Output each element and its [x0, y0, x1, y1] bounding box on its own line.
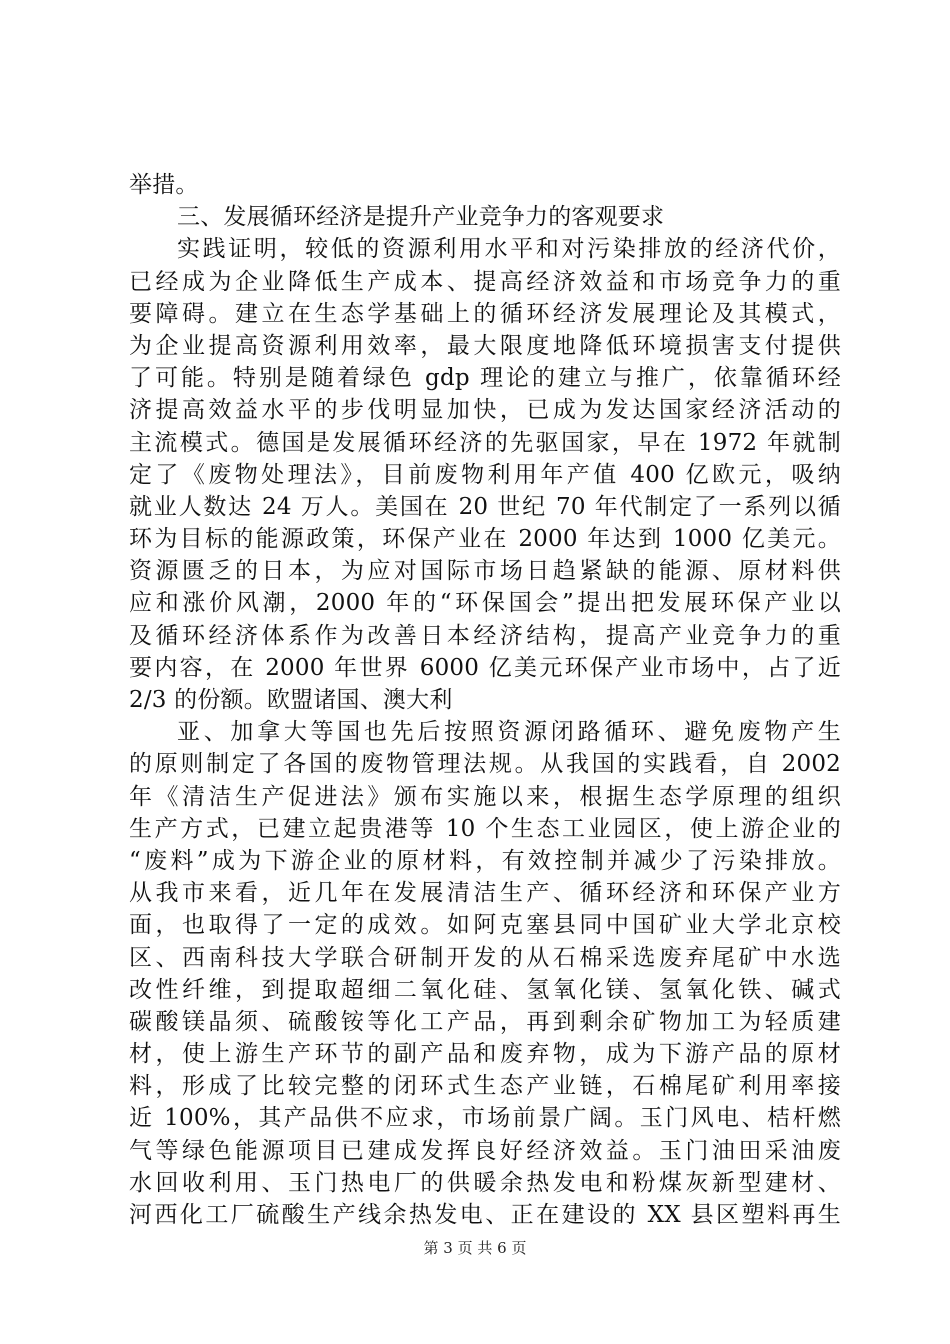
text-line: 就业人数达 24 万人。美国在 20 世纪 70 年代制定了一系列以循 [129, 493, 841, 520]
text-line: 资源匮乏的日本，为应对国际市场日趋紧缺的能源、原材料供 [129, 558, 841, 585]
text-line: 面，也取得了一定的成效。如阿克塞县同中国矿业大学北京校 [129, 912, 841, 939]
text-line: 碳酸镁晶须、硫酸铵等化工产品，再到剩余矿物加工为轻质建 [129, 1008, 841, 1035]
text-line: 2/3 的份额。欧盟诸国、澳大利 [129, 687, 453, 713]
text-line: 料，形成了比较完整的闭环式生态产业链，石棉尾矿利用率接 [129, 1073, 841, 1100]
text-line: “废料”成为下游企业的原材料，有效控制并减少了污染排放。 [129, 847, 841, 874]
text-line: 年《清洁生产促进法》颁布实施以来，根据生态学原理的组织 [129, 783, 841, 810]
page-footer: 第 3 页 共 6 页 [423, 1239, 527, 1257]
text-line: 济提高效益水平的步伐明显加快，已成为发达国家经济活动的 [129, 397, 841, 424]
text-line: 主流模式。德国是发展循环经济的先驱国家，早在 1972 年就制 [129, 429, 841, 456]
text-line: 为企业提高资源利用效率，最大限度地降低环境损害支付提供 [129, 332, 841, 359]
text-line: 水回收利用、玉门热电厂的供暖余热发电和粉煤灰新型建材、 [129, 1169, 841, 1196]
text-line: 从我市来看，近几年在发展清洁生产、循环经济和环保产业方 [129, 880, 841, 907]
text-line: 亚、加拿大等国也先后按照资源闭路循环、避免废物产生 [177, 719, 841, 746]
text-line: 近 100%，其产品供不应求，市场前景广阔。玉门风电、桔杆燃 [129, 1105, 841, 1132]
text-line: 三、发展循环经济是提升产业竞争力的客观要求 [177, 204, 665, 231]
text-line: 定了《废物处理法》，目前废物利用年产值 400 亿欧元，吸纳 [129, 461, 841, 488]
text-line: 及循环经济体系作为改善日本经济结构，提高产业竞争力的重 [129, 622, 841, 649]
body-text [129, 169, 841, 1231]
text-line: 环为目标的能源政策，环保产业在 2000 年达到 1000 亿美元。 [129, 526, 841, 553]
text-line: 应和涨价风潮，2000 年的“环保国会”提出把发展环保产业以 [129, 590, 841, 617]
text-line: 生产方式，已建立起贵港等 10 个生态工业园区，使上游企业的 [129, 815, 841, 842]
text-line: 要障碍。建立在生态学基础上的循环经济发展理论及其模式， [129, 300, 841, 327]
text-line: 的原则制定了各国的废物管理法规。从我国的实践看，自 2002 [129, 751, 841, 778]
text-line: 要内容，在 2000 年世界 6000 亿美元环保产业市场中，占了近 [129, 654, 841, 681]
text-line: 了可能。特别是随着绿色 gdp 理论的建立与推广，依靠循环经 [129, 365, 841, 392]
text-line: 材，使上游生产环节的副产品和废弃物，成为下游产品的原材 [129, 1041, 841, 1068]
text-line: 区、西南科技大学联合研制开发的从石棉采选废弃尾矿中水选 [129, 944, 841, 971]
text-line: 实践证明，较低的资源利用水平和对污染排放的经济代价， [177, 236, 841, 263]
text-line: 举措。 [129, 172, 199, 198]
text-line: 气等绿色能源项目已建成发挥良好经济效益。玉门油田采油废 [129, 1137, 841, 1164]
text-line: 河西化工厂硫酸生产线余热发电、正在建设的 XX 县区塑料再生 [129, 1202, 841, 1228]
text-line: 改性纤维，到提取超细二氧化硅、氢氧化镁、氢氧化铁、碱式 [129, 976, 841, 1003]
text-line: 已经成为企业降低生产成本、提高经济效益和市场竞争力的重 [129, 268, 841, 295]
